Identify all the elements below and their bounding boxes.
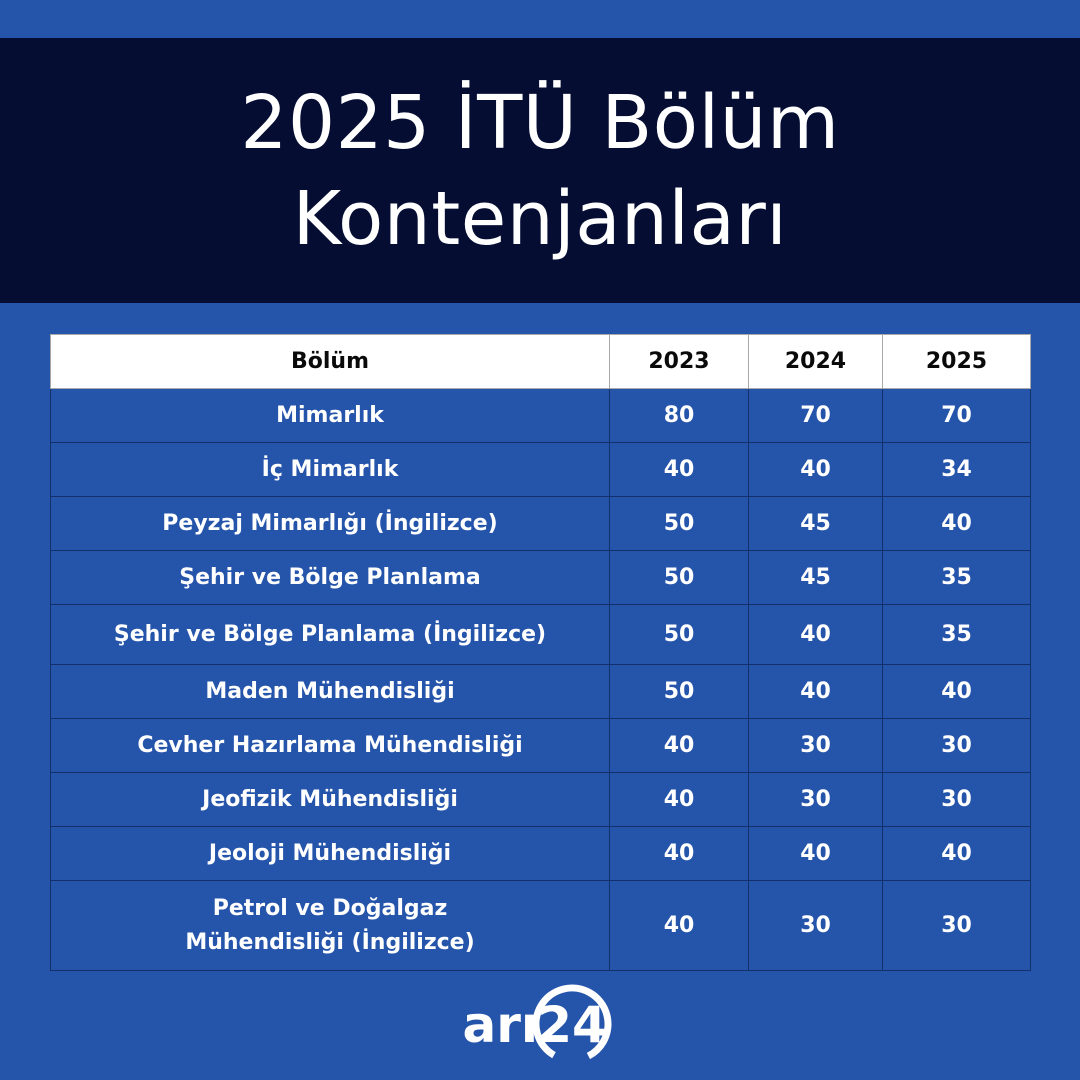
page-title-line-1: 2025 İTÜ Bölüm	[240, 79, 840, 166]
column-header-department: Bölüm	[51, 335, 610, 389]
quota-2023: 40	[610, 827, 749, 881]
table-header-row	[51, 335, 1031, 389]
department-name: Şehir ve Bölge Planlama (İngilizce)	[51, 605, 610, 665]
quota-2023: 40	[610, 719, 749, 773]
quota-2025: 34	[883, 443, 1031, 497]
quota-2023: 50	[610, 497, 749, 551]
quota-2023: 50	[610, 605, 749, 665]
department-name: Cevher Hazırlama Mühendisliği	[51, 719, 610, 773]
quota-2024: 40	[749, 605, 883, 665]
quota-2025: 35	[883, 605, 1031, 665]
ari24-logo	[0, 968, 1080, 1080]
quota-2024: 40	[749, 443, 883, 497]
table-row	[51, 827, 1031, 881]
quota-2024: 45	[749, 497, 883, 551]
department-name: Maden Mühendisliği	[51, 665, 610, 719]
department-name: Peyzaj Mimarlığı (İngilizce)	[51, 497, 610, 551]
quota-2023: 50	[610, 551, 749, 605]
column-header-2025: 2025	[883, 335, 1031, 389]
quota-2023: 40	[610, 773, 749, 827]
table-row	[51, 719, 1031, 773]
department-name: Mimarlık	[51, 389, 610, 443]
ari24-logo-icon	[420, 968, 660, 1080]
table-row	[51, 773, 1031, 827]
table-row	[51, 551, 1031, 605]
department-name: Jeoloji Mühendisliği	[51, 827, 610, 881]
table-row	[51, 443, 1031, 497]
quota-2024: 40	[749, 665, 883, 719]
department-name: Jeofizik Mühendisliği	[51, 773, 610, 827]
quota-2025: 30	[883, 773, 1031, 827]
quota-2025: 40	[883, 827, 1031, 881]
quota-2024: 40	[749, 827, 883, 881]
quota-2024: 45	[749, 551, 883, 605]
column-header-2024: 2024	[749, 335, 883, 389]
logo-text-number: 24	[537, 996, 607, 1054]
department-name: Şehir ve Bölge Planlama	[51, 551, 610, 605]
table-row	[51, 497, 1031, 551]
logo-text-main: arı	[462, 996, 538, 1054]
table-row	[51, 389, 1031, 443]
department-name: İç Mimarlık	[51, 443, 610, 497]
quota-2024: 70	[749, 389, 883, 443]
quota-table	[50, 334, 1031, 971]
quota-2025: 30	[883, 881, 1031, 971]
quota-2025: 30	[883, 719, 1031, 773]
page-title-line-2: Kontenjanları	[292, 175, 788, 262]
table-row	[51, 881, 1031, 971]
quota-2023: 50	[610, 665, 749, 719]
quota-2023: 80	[610, 389, 749, 443]
table-row	[51, 605, 1031, 665]
table-row	[51, 665, 1031, 719]
quota-2024: 30	[749, 719, 883, 773]
department-name: Petrol ve Doğalgaz Mühendisliği (İngilizce)	[51, 881, 610, 971]
quota-2023: 40	[610, 881, 749, 971]
title-banner	[0, 38, 1080, 303]
column-header-2023: 2023	[610, 335, 749, 389]
quota-2025: 40	[883, 497, 1031, 551]
quota-2025: 40	[883, 665, 1031, 719]
quota-2025: 35	[883, 551, 1031, 605]
quota-2025: 70	[883, 389, 1031, 443]
quota-2024: 30	[749, 881, 883, 971]
quota-2024: 30	[749, 773, 883, 827]
quota-2023: 40	[610, 443, 749, 497]
